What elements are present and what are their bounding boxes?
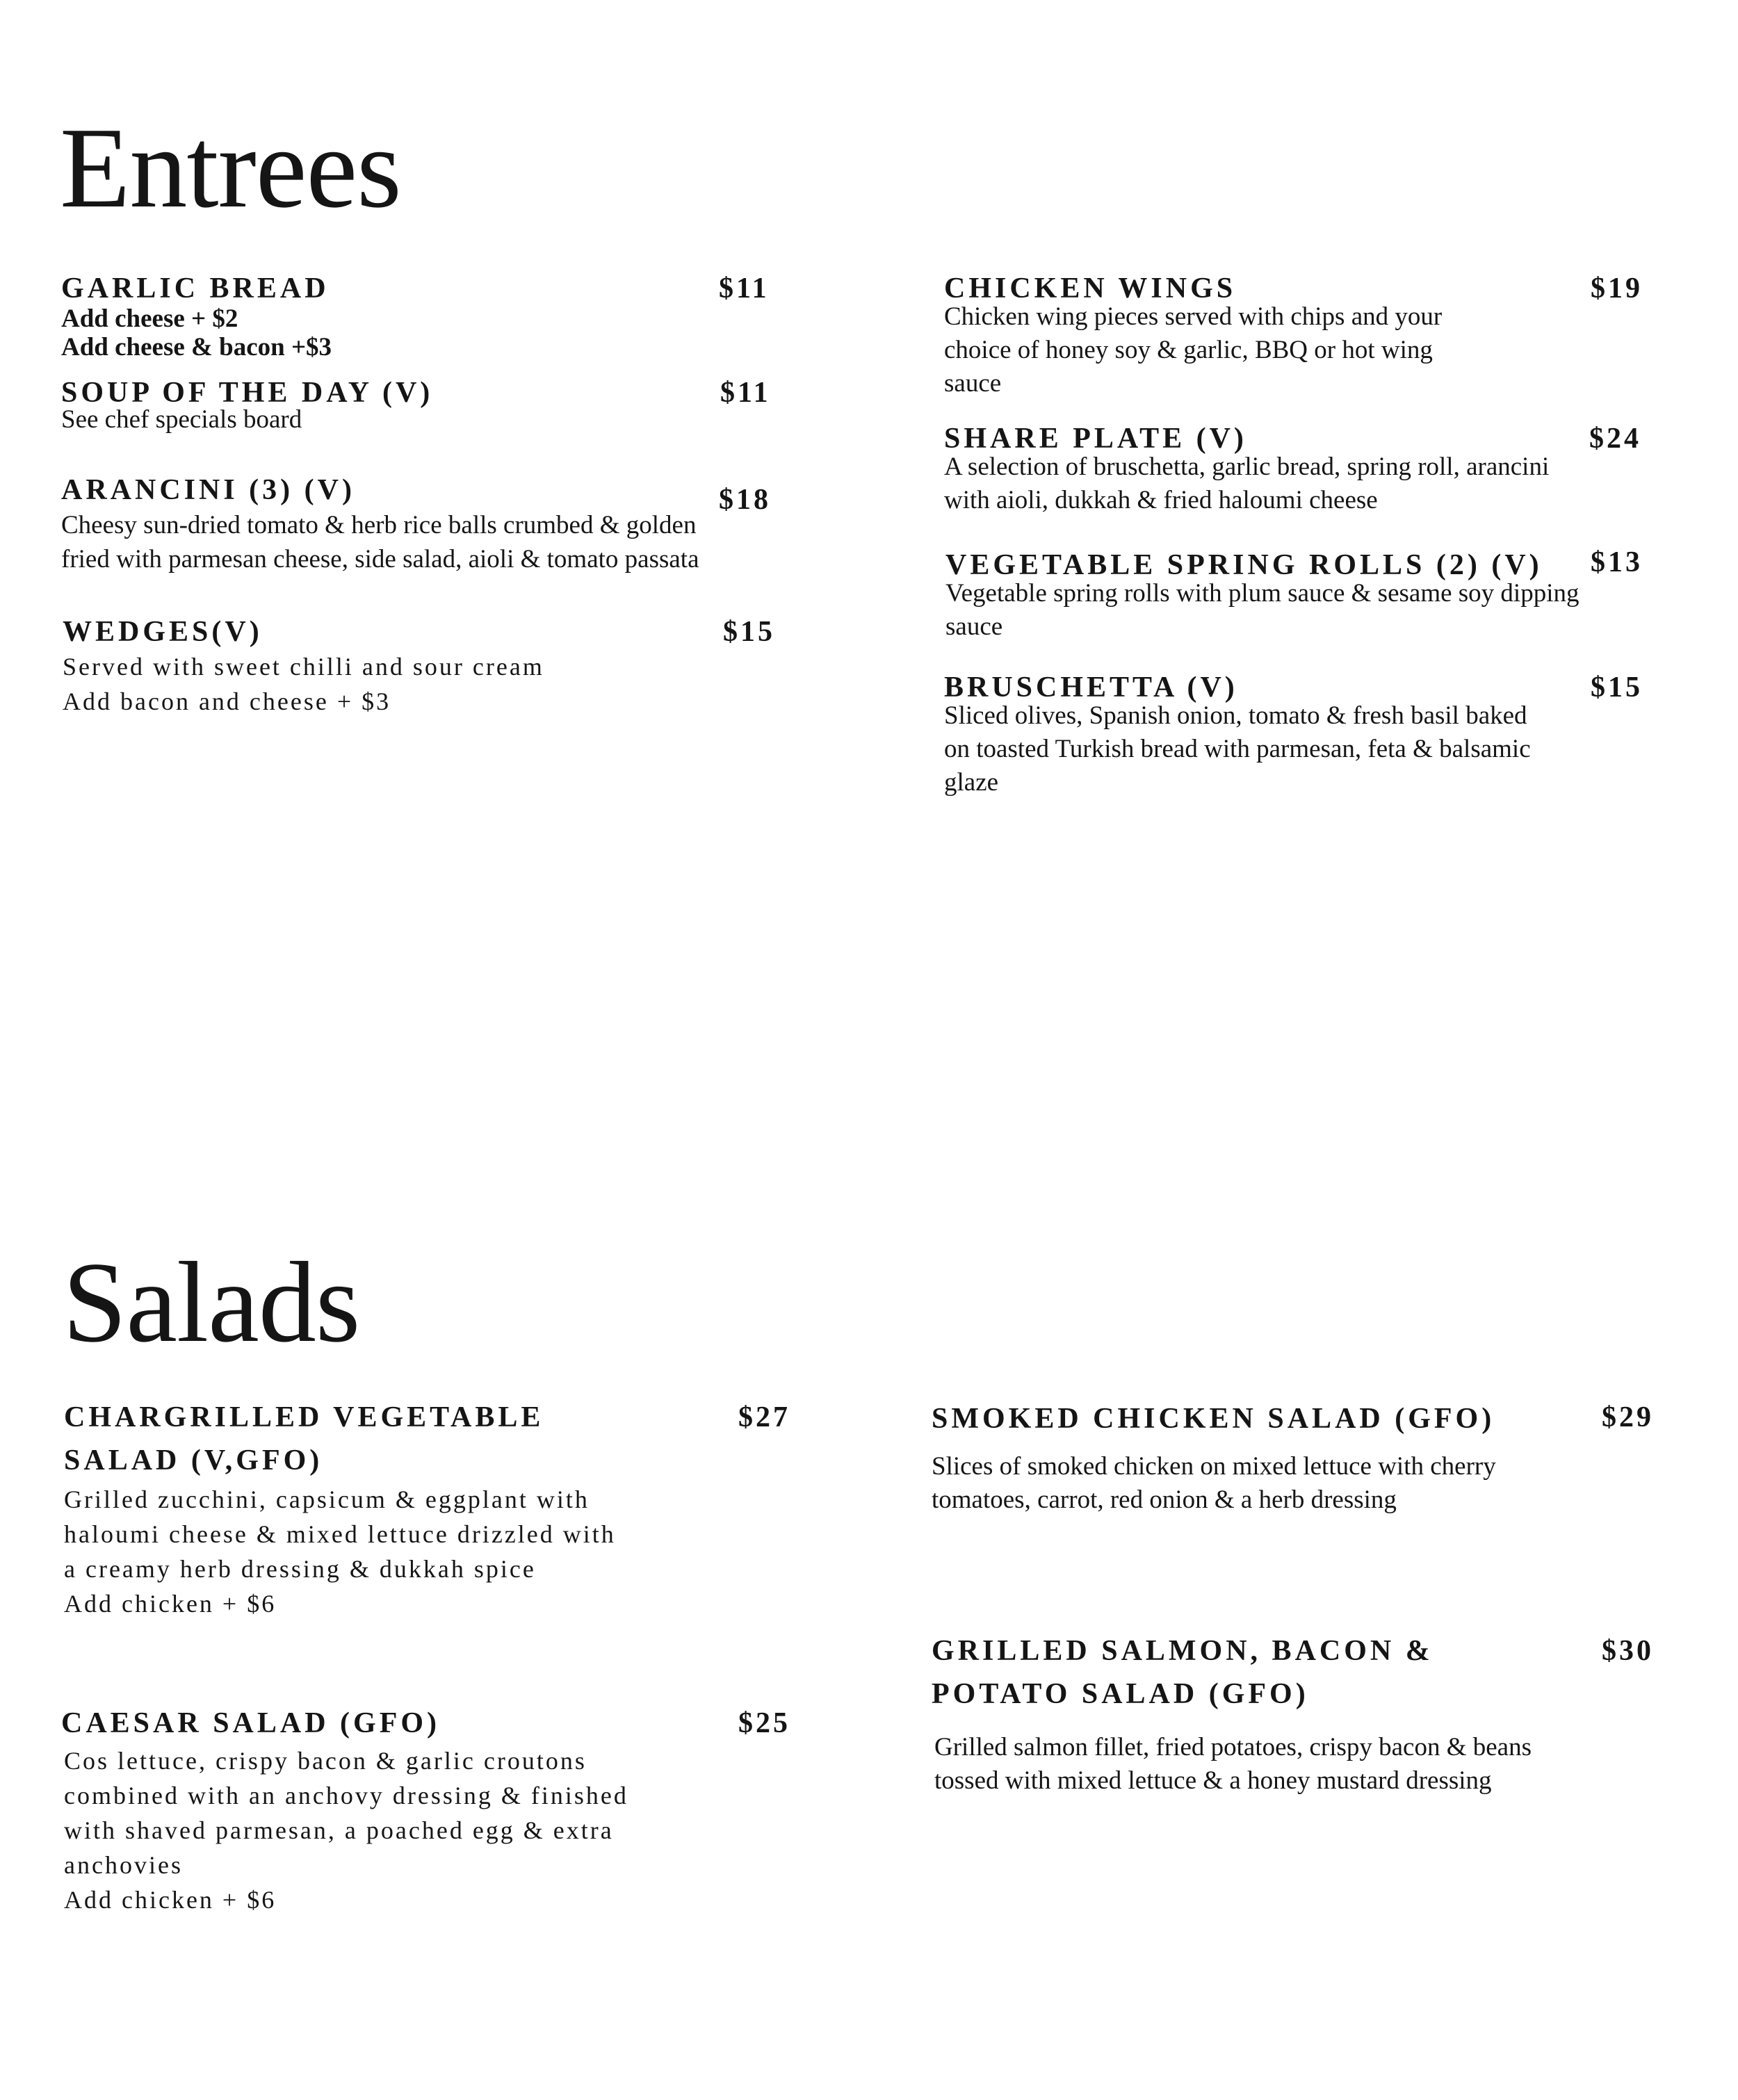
item-description: combined with an anchovy dressing & finished [64, 1782, 628, 1809]
item-name: CHARGRILLED VEGETABLE [64, 1401, 544, 1433]
item-description: Served with sweet chilli and sour cream [63, 653, 544, 681]
item-note: Add chicken + $6 [64, 1590, 277, 1618]
item-name: BRUSCHETTA (V) [944, 671, 1238, 703]
item-description: tomatoes, carrot, red onion & a herb dressing [932, 1486, 1397, 1514]
item-description: sauce [945, 612, 1003, 641]
item-description: glaze [944, 768, 999, 797]
item-name: CAESAR SALAD (GFO) [61, 1707, 441, 1739]
item-description: Chicken wing pieces served with chips and your [944, 302, 1443, 331]
item-price: $11 [719, 272, 770, 304]
item-note: Add cheese + $2 [61, 304, 238, 333]
item-description: Cheesy sun-dried tomato & herb rice balls crumbed & golden [61, 511, 697, 539]
item-price: $29 [1602, 1401, 1654, 1433]
item-price: $30 [1602, 1635, 1654, 1667]
item-price: $15 [723, 616, 775, 648]
item-name: SALAD (V,GFO) [64, 1444, 323, 1476]
item-description: choice of honey soy & garlic, BBQ or hot wing [944, 336, 1433, 364]
item-description: Cos lettuce, crispy bacon & garlic croutons [64, 1747, 587, 1775]
item-description: tossed with mixed lettuce & a honey mustard dressing [934, 1766, 1492, 1795]
item-description: Grilled salmon fillet, fried potatoes, crispy bacon & beans [934, 1733, 1532, 1761]
item-description: Slices of smoked chicken on mixed lettuce with cherry [932, 1452, 1496, 1481]
item-description: with aioli, dukkah & fried haloumi cheese [944, 486, 1378, 514]
item-name: VEGETABLE SPRING ROLLS (2) (V) [945, 549, 1543, 581]
item-description: haloumi cheese & mixed lettuce drizzled with [64, 1520, 616, 1548]
item-name: SHARE PLATE (V) [944, 423, 1247, 455]
item-description: Sliced olives, Spanish onion, tomato & fresh basil baked [944, 701, 1527, 730]
item-price: $24 [1589, 423, 1641, 455]
entrees-heading: Entrees [60, 104, 401, 231]
item-name: GRILLED SALMON, BACON & [932, 1635, 1434, 1667]
item-price: $15 [1591, 671, 1643, 703]
item-price: $18 [719, 484, 771, 516]
item-price: $11 [720, 377, 771, 409]
item-description: Grilled zucchini, capsicum & eggplant with [64, 1486, 590, 1513]
item-price: $25 [738, 1707, 790, 1739]
item-price: $13 [1591, 546, 1643, 578]
item-name: CHICKEN WINGS [944, 272, 1237, 304]
item-description: fried with parmesan cheese, side salad, aioli & tomato passata [61, 545, 699, 573]
item-name: ARANCINI (3) (V) [61, 474, 355, 506]
item-description: A selection of bruschetta, garlic bread, spring roll, arancini [944, 453, 1550, 481]
item-name: SOUP OF THE DAY (V) [61, 377, 434, 409]
item-description: See chef specials board [61, 405, 302, 434]
item-description: sauce [944, 369, 1002, 398]
item-description: Vegetable spring rolls with plum sauce & sesame soy dipping [945, 579, 1579, 608]
item-note: Add chicken + $6 [64, 1886, 277, 1914]
item-name: GARLIC BREAD [61, 272, 330, 304]
item-note: Add bacon and cheese + $3 [63, 687, 391, 715]
item-description: on toasted Turkish bread with parmesan, feta & balsamic [944, 735, 1531, 763]
item-name: WEDGES(V) [63, 616, 263, 648]
item-name: SMOKED CHICKEN SALAD (GFO) [932, 1403, 1495, 1435]
item-description: with shaved parmesan, a poached egg & extra [64, 1816, 614, 1844]
item-description: anchovies [64, 1851, 183, 1879]
item-price: $27 [738, 1401, 790, 1433]
item-price: $19 [1591, 272, 1643, 304]
salads-heading: Salads [63, 1238, 360, 1366]
item-note: Add cheese & bacon +$3 [61, 333, 332, 361]
item-name: POTATO SALAD (GFO) [932, 1678, 1309, 1710]
item-description: a creamy herb dressing & dukkah spice [64, 1555, 536, 1583]
